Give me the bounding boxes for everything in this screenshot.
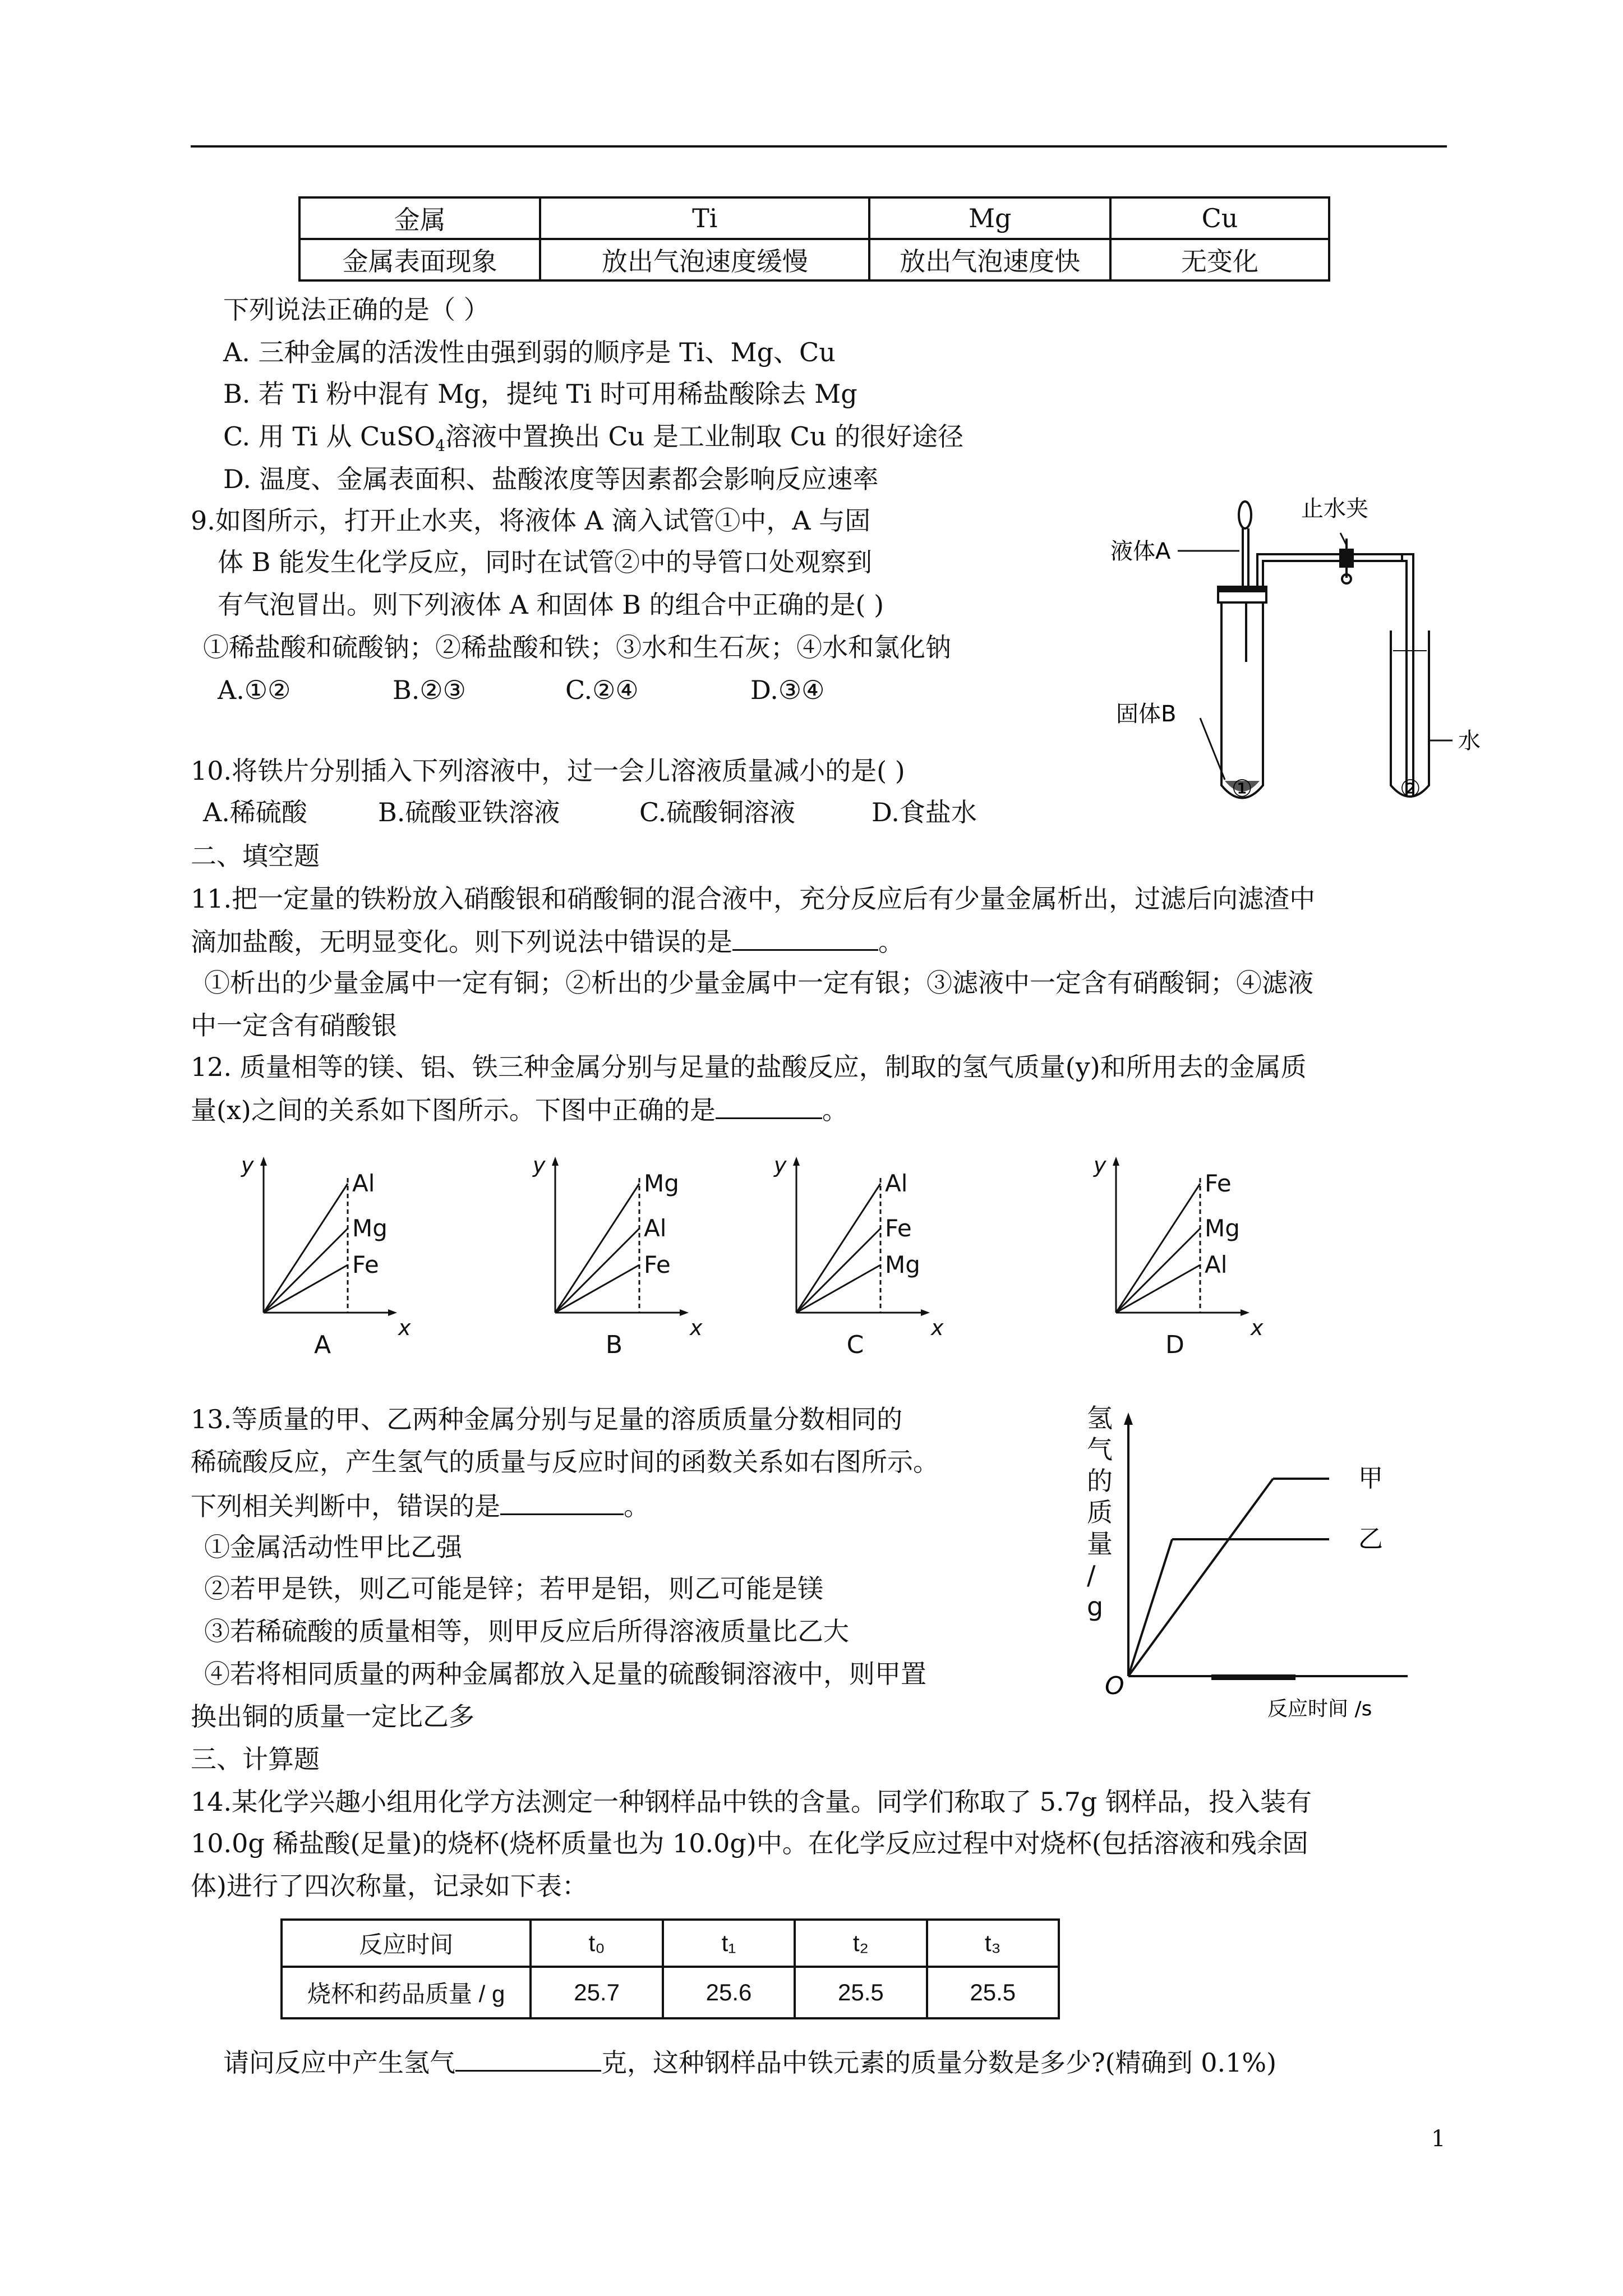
q14-line-1: 14.某化学兴趣小组用化学方法测定一种钢样品中铁的含量。同学们称取了 5.7g 钢样品，投入装有 xyxy=(191,1787,1312,1817)
q12-graph-C-label-Al: Al xyxy=(885,1170,908,1197)
q12-graph-C xyxy=(763,1144,965,1358)
q13-y-label-char: 气 xyxy=(1087,1434,1113,1465)
q13-line-3 xyxy=(191,1488,649,1523)
q13-series-yi xyxy=(1128,1539,1172,1676)
q12-graph-C-x-label: x xyxy=(931,1315,944,1340)
q9-label-liquid: 液体A xyxy=(1110,539,1171,564)
q12-graph-D-line-Al xyxy=(1116,1265,1200,1313)
q11-line-2-text: 滴加盐酸，无明显变化。则下列说法中错误的是 xyxy=(191,927,732,957)
q13-label-yi: 乙 xyxy=(1358,1525,1383,1553)
q12-graph-caption-D: D xyxy=(1165,1331,1184,1358)
q12-graph-D-x-label: x xyxy=(1251,1315,1264,1340)
q12-graph-C-label-Mg: Mg xyxy=(885,1251,920,1278)
q9-label-clamp: 止水夹 xyxy=(1301,496,1368,522)
q8-option-c-post: 溶液中置换出 Cu 是工业制取 Cu 的很好途径 xyxy=(445,421,964,452)
q11-answer-blank[interactable] xyxy=(732,923,878,951)
q12-graph-caption-C: C xyxy=(846,1331,864,1358)
q14-weighing-table xyxy=(280,1918,1060,2019)
metal-table-head-3: Cu xyxy=(1110,197,1329,239)
q14-answer-blank[interactable] xyxy=(455,2044,601,2072)
q13-label-jia: 甲 xyxy=(1358,1464,1383,1493)
q9-apparatus-figure xyxy=(1099,482,1503,813)
q9-option-a: A.①② xyxy=(218,675,291,705)
metal-table-cell-2: 放出气泡速度快 xyxy=(869,239,1110,280)
metal-table-cell-0: 金属表面现象 xyxy=(299,239,540,280)
q9-line-1: 9.如图所示，打开止水夹，将液体 A 滴入试管①中，A 与固 xyxy=(191,505,871,536)
q13-y-axis-label xyxy=(1087,1403,1113,1622)
q12-graph-caption-A: A xyxy=(313,1331,331,1358)
q13-y-label-char: / xyxy=(1087,1560,1096,1590)
q12-line-2-end: 。 xyxy=(822,1095,848,1125)
q12-graph-C-line-Mg xyxy=(796,1265,880,1313)
q12-graph-B-line-Fe xyxy=(555,1265,639,1313)
q14-table-cell-4: 25.5 xyxy=(927,1967,1059,2018)
q12-graph-B-y-label: y xyxy=(533,1153,546,1177)
q9-label-solid: 固体B xyxy=(1116,701,1177,727)
q12-graph-D xyxy=(1082,1144,1284,1358)
page-number: 1 xyxy=(1431,2126,1446,2152)
q9-option-d: D.③④ xyxy=(750,675,825,705)
q13-item-4b: 换出铜的质量一定比乙多 xyxy=(191,1701,474,1732)
q14-table-cell-2: 25.6 xyxy=(663,1967,795,2018)
q12-graph-A-line-Fe xyxy=(264,1265,348,1313)
metal-table-cell-3: 无变化 xyxy=(1110,239,1329,280)
q11-line-2 xyxy=(191,923,904,959)
q13-line-3-text: 下列相关判断中，错误的是 xyxy=(191,1491,500,1521)
q14-line-3: 体)进行了四次称量，记录如下表： xyxy=(191,1871,588,1901)
q13-hydrogen-graph xyxy=(1082,1396,1430,1732)
q12-graph-A-label-Al: Al xyxy=(352,1170,375,1197)
q14-table-head-1: t₀ xyxy=(531,1920,662,1967)
q12-graph-caption-B: B xyxy=(605,1331,623,1358)
q14-question xyxy=(223,2044,1276,2079)
q13-item-1: ①金属活动性甲比乙强 xyxy=(204,1532,462,1562)
q9-line-4: ①稀盐酸和硫酸钠；②稀盐酸和铁；③水和生石灰；④水和氯化钠 xyxy=(203,632,951,662)
q14-table-cell-0: 烧杯和药品质量 / g xyxy=(282,1967,531,2018)
q12-graph-B-label-Mg: Mg xyxy=(644,1170,679,1197)
q12-graph-D-label-Al: Al xyxy=(1205,1251,1228,1278)
q13-answer-blank[interactable] xyxy=(500,1488,624,1515)
q10-option-c: C.硫酸铜溶液 xyxy=(639,797,796,827)
q12-answer-blank[interactable] xyxy=(716,1092,822,1119)
metal-table-head-0: 金属 xyxy=(299,197,540,239)
metal-table-head-1: Ti xyxy=(540,197,869,239)
q8-option-c-sub: 4 xyxy=(435,436,445,455)
q11-line-1: 11.把一定量的铁粉放入硝酸银和硝酸铜的混合液中，充分反应后有少量金属析出，过滤后向滤渣中 xyxy=(191,884,1316,914)
q12-graph-D-line-Fe xyxy=(1116,1184,1200,1313)
q13-item-3: ③若稀硫酸的质量相等，则甲反应后所得溶液质量比乙大 xyxy=(204,1616,849,1646)
section-fill-in-title: 二、填空题 xyxy=(191,841,320,871)
q12-graph-B-x-label: x xyxy=(690,1315,703,1340)
q11-line-4: 中一定含有硝酸银 xyxy=(191,1010,397,1041)
q12-graph-C-line-Al xyxy=(796,1184,880,1313)
q10-option-d: D.食盐水 xyxy=(872,797,977,827)
q14-table-cell-1: 25.7 xyxy=(531,1967,662,2018)
q11-line-3: ①析出的少量金属中一定有铜；②析出的少量金属中一定有银；③滤液中一定含有硝酸铜；④滤液 xyxy=(204,968,1313,998)
q9-label-tube-2: ② xyxy=(1400,775,1421,802)
q9-label-water: 水 xyxy=(1458,728,1481,754)
q12-graph-A-x-label: x xyxy=(398,1315,411,1340)
q9-option-b: B.②③ xyxy=(393,675,466,705)
q14-question-end: 克，这种钢样品中铁元素的质量分数是多少?(精确到 0.1%) xyxy=(601,2047,1277,2078)
q13-line-3-end: 。 xyxy=(624,1491,649,1521)
q12-graph-C-y-label: y xyxy=(774,1153,787,1177)
q13-y-label-char: 量 xyxy=(1087,1529,1113,1559)
q13-y-label-char: 质 xyxy=(1087,1497,1113,1527)
q13-x-axis-label: 反应时间 /s xyxy=(1267,1697,1372,1720)
metal-table-cell-1: 放出气泡速度缓慢 xyxy=(540,239,869,280)
q8-option-b: B. 若 Ti 粉中混有 Mg，提纯 Ti 时可用稀盐酸除去 Mg xyxy=(223,379,857,409)
q13-line-1: 13.等质量的甲、乙两种金属分别与足量的溶质质量分数相同的 xyxy=(191,1404,903,1434)
q12-graph-B-label-Al: Al xyxy=(644,1214,667,1242)
q11-line-2-end: 。 xyxy=(878,927,904,957)
q12-graph-A xyxy=(230,1144,432,1358)
q13-item-4a: ④若将相同质量的两种金属都放入足量的硫酸铜溶液中，则甲置 xyxy=(204,1659,926,1689)
q14-table-head-0: 反应时间 xyxy=(282,1920,531,1967)
q12-graph-D-label-Mg: Mg xyxy=(1205,1214,1240,1242)
metal-table xyxy=(298,196,1330,282)
q13-y-label-char: 的 xyxy=(1087,1466,1113,1496)
q10-option-b: B.硫酸亚铁溶液 xyxy=(378,797,560,827)
q12-graph-A-label-Mg: Mg xyxy=(352,1214,388,1242)
q12-graph-A-line-Al xyxy=(264,1184,348,1313)
q13-y-label-char: 氢 xyxy=(1087,1403,1113,1433)
q12-graph-D-line-Mg xyxy=(1116,1228,1200,1313)
q9-line-2: 体 B 能发生化学反应，同时在试管②中的导管口处观察到 xyxy=(218,547,873,577)
q13-line-2: 稀硫酸反应，产生氢气的质量与反应时间的函数关系如右图所示。 xyxy=(191,1447,939,1477)
q14-line-2: 10.0g 稀盐酸(足量)的烧杯(烧杯质量也为 10.0g)中。在化学反应过程中对烧杯(包括溶液和残余固 xyxy=(191,1828,1308,1858)
q14-table-head-4: t₃ xyxy=(927,1920,1059,1967)
q10-option-a: A.稀硫酸 xyxy=(203,797,307,827)
q13-item-2: ②若甲是铁，则乙可能是锌；若甲是铝，则乙可能是镁 xyxy=(204,1573,823,1604)
q8-option-d: D. 温度、金属表面积、盐酸浓度等因素都会影响反应速率 xyxy=(223,464,879,494)
q10-stem: 10.将铁片分别插入下列溶液中，过一会儿溶液质量减小的是( ) xyxy=(191,756,905,786)
q8-stem: 下列说法正确的是（ ） xyxy=(223,295,490,325)
q12-graph-D-label-Fe: Fe xyxy=(1205,1170,1232,1197)
header-rule xyxy=(191,145,1447,148)
q14-question-text: 请问反应中产生氢气 xyxy=(223,2047,455,2078)
q8-option-c xyxy=(223,420,963,463)
q12-graph-C-label-Fe: Fe xyxy=(885,1214,912,1242)
q9-line-3: 有气泡冒出。则下列液体 A 和固体 B 的组合中正确的是( ) xyxy=(218,590,884,620)
q14-table-head-3: t₂ xyxy=(795,1920,926,1967)
section-calc-title: 三、计算题 xyxy=(191,1744,320,1774)
q12-line-1: 12. 质量相等的镁、铝、铁三种金属分别与足量的盐酸反应，制取的氢气质量(y)和所用去的金属质 xyxy=(191,1052,1307,1082)
q9-option-c: C.②④ xyxy=(565,675,639,705)
q13-y-label-char: g xyxy=(1087,1591,1104,1622)
q13-series-jia xyxy=(1128,1479,1273,1676)
q8-option-a: A. 三种金属的活泼性由强到弱的顺序是 Ti、Mg、Cu xyxy=(223,337,836,367)
q13-origin-label: O xyxy=(1105,1672,1124,1700)
q12-graph-C-line-Fe xyxy=(796,1228,880,1313)
q12-line-2-text: 量(x)之间的关系如下图所示。下图中正确的是 xyxy=(191,1095,716,1125)
q8-option-c-pre: C. 用 Ti 从 CuSO xyxy=(223,421,436,452)
q14-table-head-2: t₁ xyxy=(663,1920,795,1967)
q12-graph-D-y-label: y xyxy=(1094,1153,1106,1177)
q12-graph-A-label-Fe: Fe xyxy=(352,1251,379,1278)
q14-table-cell-3: 25.5 xyxy=(795,1967,926,2018)
q9-label-tube-1: ① xyxy=(1232,775,1253,802)
q12-graph-B-line-Al xyxy=(555,1228,639,1313)
q12-graph-A-line-Mg xyxy=(264,1228,348,1313)
q12-graph-A-y-label: y xyxy=(241,1153,254,1177)
q12-graph-B xyxy=(522,1144,723,1358)
q12-graph-B-line-Mg xyxy=(555,1184,639,1313)
metal-table-head-2: Mg xyxy=(869,197,1110,239)
q12-graph-B-label-Fe: Fe xyxy=(644,1251,671,1278)
q12-line-2 xyxy=(191,1092,848,1127)
